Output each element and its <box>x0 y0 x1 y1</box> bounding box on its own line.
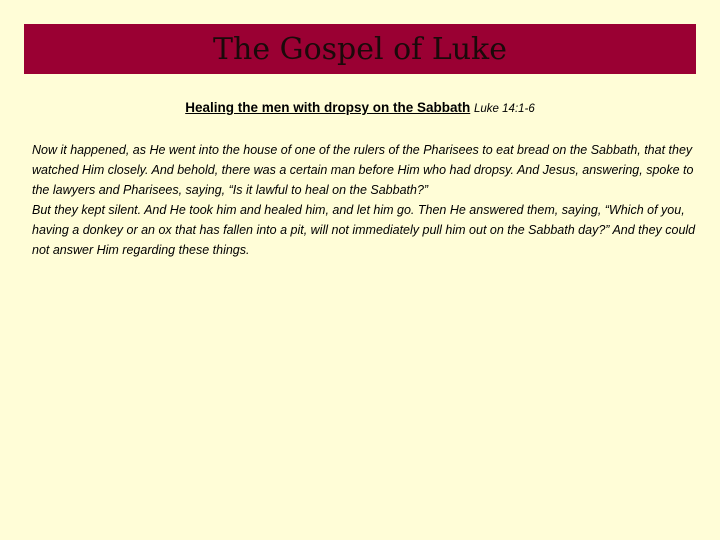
passage-heading <box>0 100 720 115</box>
title-banner <box>24 24 696 74</box>
scripture-reference: Luke 14:1-6 <box>474 103 535 115</box>
passage-title: Healing the men with dropsy on the Sabbath <box>185 100 471 115</box>
passage-body <box>32 140 696 260</box>
slide-title: The Gospel of Luke <box>212 31 507 67</box>
passage-paragraph-1: Now it happened, as He went into the house of one of the rulers of the Pharisees to eat bread on the Sabbath, that they watched Him closely. And behold, there was a certain man before Him who had dropsy. And Jesus, answering, spoke to the lawyers and Pharisees, saying, “Is it lawful to heal on the Sabbath?” <box>32 143 694 197</box>
passage-paragraph-2: But they kept silent. And He took him and healed him, and let him go. Then He answered them, saying, “Which of you, having a donkey or an ox that has fallen into a pit, will not immediately pull him out on the Sabbath day?” And they could not answer Him regarding these things. <box>32 203 696 257</box>
